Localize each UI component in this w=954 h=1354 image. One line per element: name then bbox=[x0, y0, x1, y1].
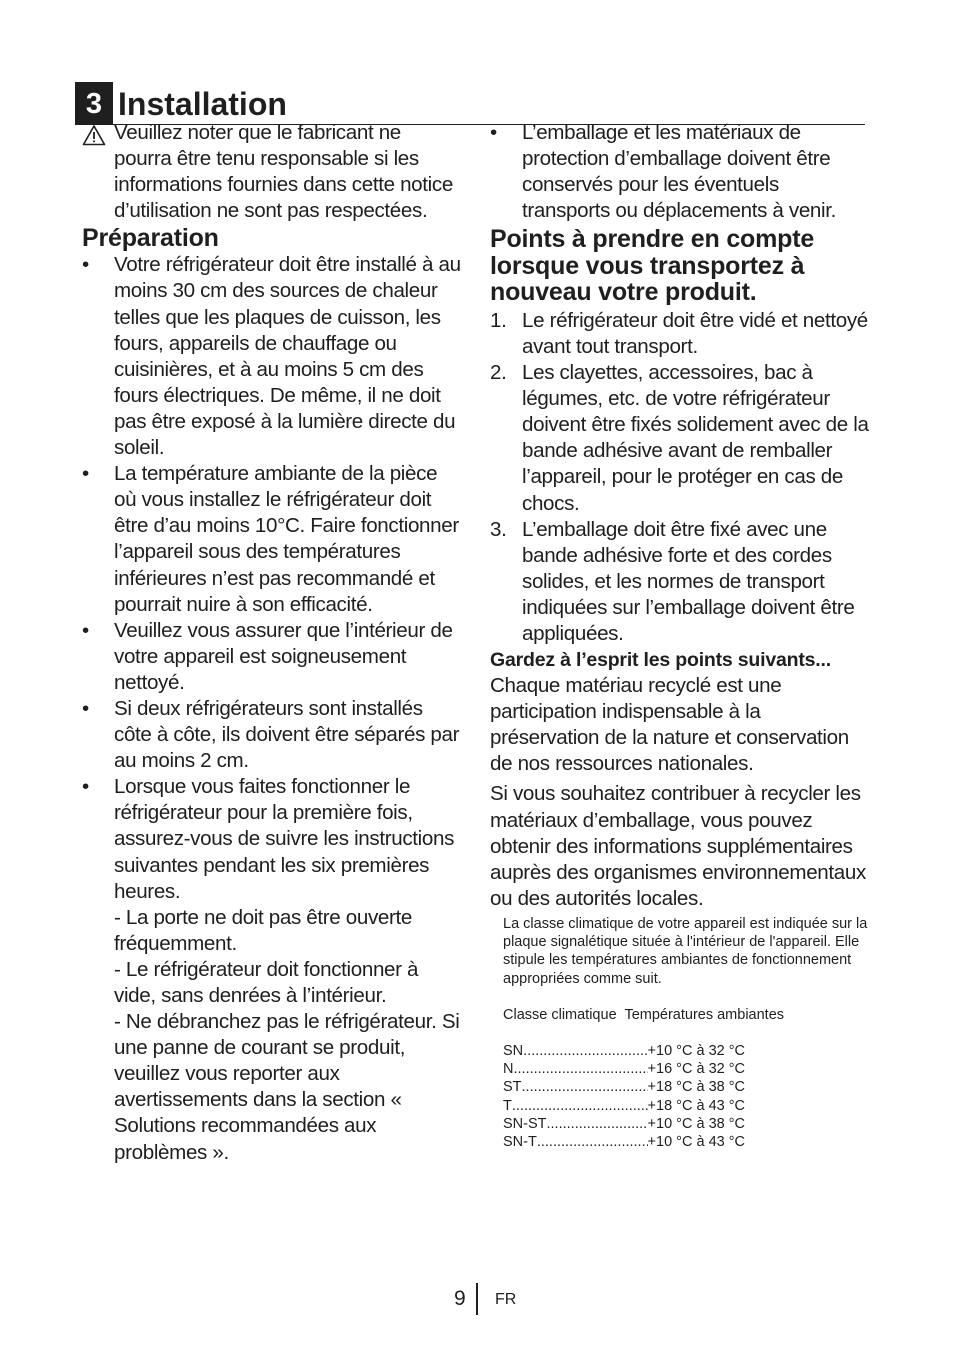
climate-table bbox=[503, 1042, 872, 1151]
section-heading-transport: Points à prendre en compte lorsque vous transportez à nouveau votre produit. bbox=[490, 225, 815, 307]
climate-range: +18 °C à 38 °C bbox=[647, 1079, 745, 1096]
language-code: FR bbox=[495, 1291, 517, 1308]
transport-steps bbox=[490, 308, 872, 647]
climate-class: SN bbox=[503, 1042, 524, 1059]
recycling-paragraph: Chaque matériau recyclé est une participation indispensable à la préservation de la nature et conservation de nos ressources nationales. bbox=[490, 674, 849, 776]
bullet-icon: • bbox=[82, 462, 89, 486]
sub-instruction: - Ne débranchez pas le réfrigérateur. Si une panne de courant se produit, veuillez vous reporter aux avertissements dans la section « Solutions recommandées aux problèmes ». bbox=[114, 1010, 460, 1164]
climate-class: SN-ST bbox=[503, 1115, 547, 1132]
sub-instruction: - Le réfrigérateur doit fonctionner à vide, sans denrées à l’intérieur. bbox=[114, 957, 419, 1007]
list-item bbox=[490, 120, 872, 224]
climate-range: +16 °C à 32 °C bbox=[647, 1061, 745, 1078]
warning-text: Veuillez noter que le fabricant ne pourra être tenu responsable si les informations fournies dans cette notice d’utilisation ne sont pas respectées. bbox=[114, 121, 453, 223]
climate-range: +10 °C à 43 °C bbox=[647, 1133, 745, 1150]
climate-range: +10 °C à 38 °C bbox=[647, 1115, 745, 1132]
list-item bbox=[82, 696, 462, 774]
recycling-info-paragraph: Si vous souhaitez contribuer à recycler les matériaux d’emballage, vous pouvez obtenir des informations supplémentaires auprès des organismes environnementaux ou des autorités locales. bbox=[490, 782, 866, 910]
dot-leader bbox=[513, 1060, 647, 1078]
dot-leader bbox=[547, 1115, 648, 1133]
dot-leader bbox=[537, 1133, 648, 1151]
climate-row bbox=[503, 1078, 745, 1096]
climate-col-class-label: Classe climatique bbox=[503, 1006, 617, 1023]
chapter-header bbox=[75, 82, 865, 125]
climate-table-header bbox=[503, 1006, 872, 1024]
climate-row bbox=[503, 1097, 745, 1115]
footer-divider bbox=[476, 1283, 478, 1315]
climate-row bbox=[503, 1115, 745, 1133]
packaging-list bbox=[490, 120, 872, 224]
list-item-text: Les clayettes, accessoires, bac à légumes, etc. de votre réfrigérateur doivent être fixés solidement avec de la bande adhésive avant de remballer l’appareil, pour le protéger en cas de chocs. bbox=[522, 361, 869, 515]
list-item-text: Veuillez vous assurer que l’intérieur de votre appareil est soigneusement nettoyé. bbox=[114, 618, 453, 694]
climate-range: +18 °C à 43 °C bbox=[647, 1097, 745, 1114]
dot-leader bbox=[523, 1042, 647, 1060]
climate-class: N bbox=[503, 1061, 514, 1078]
list-item bbox=[82, 461, 462, 618]
climate-class: T bbox=[503, 1097, 512, 1114]
list-item-text: La température ambiante de la pièce où vous installez le réfrigérateur doit être d’au moins 10°C. Faire fonctionner l’appareil sous des températures inférieures n’est pas recommandé et pourrait nuire à son efficacité. bbox=[114, 462, 459, 616]
note-heading: Gardez à l’esprit les points suivants... bbox=[490, 649, 831, 672]
list-item-text: L’emballage doit être fixé avec une bande adhésive forte et des cordes solides, et les normes de transport indiquées sur l’emballage doivent être appliquées. bbox=[522, 517, 855, 645]
list-item bbox=[82, 618, 462, 696]
list-item-text: Lorsque vous faites fonctionner le réfrigérateur pour la première fois, assurez-vous de suivre les instructions suivantes pendant les six premières heures. bbox=[114, 775, 455, 903]
climate-row bbox=[503, 1133, 745, 1151]
list-item bbox=[490, 360, 872, 517]
dot-leader bbox=[522, 1078, 648, 1096]
list-item bbox=[490, 308, 872, 360]
climate-class-box bbox=[503, 915, 872, 1151]
bullet-icon: • bbox=[82, 618, 89, 642]
climate-intro: La classe climatique de votre appareil est indiquée sur la plaque signalétique située à l'intérieur de l'appareil. Elle stipule les températures ambiantes de fonctionnement appropriées comme suit. bbox=[503, 915, 868, 987]
bullet-icon: • bbox=[82, 696, 89, 720]
list-item-text: L’emballage et les matériaux de protection d’emballage doivent être conservés pour les éventuels transports ou déplacements à venir. bbox=[522, 121, 837, 223]
warning-triangle-icon bbox=[82, 124, 106, 146]
step-number: 3. bbox=[490, 517, 507, 541]
bullet-icon: • bbox=[490, 121, 497, 144]
dot-leader bbox=[512, 1097, 648, 1115]
section-heading-preparation: Préparation bbox=[82, 224, 219, 253]
climate-class: ST bbox=[503, 1079, 522, 1096]
page-footer bbox=[0, 1283, 954, 1315]
preparation-list bbox=[82, 252, 462, 1165]
chapter-title: Installation bbox=[118, 86, 287, 122]
sub-instruction: - La porte ne doit pas être ouverte fréquemment. bbox=[114, 905, 412, 955]
list-item bbox=[490, 517, 872, 647]
left-column bbox=[82, 120, 462, 1166]
bullet-icon: • bbox=[82, 775, 89, 799]
page-number: 9 bbox=[454, 1287, 466, 1310]
warning-notice bbox=[82, 120, 462, 224]
step-number: 1. bbox=[490, 308, 507, 332]
chapter-number-badge: 3 bbox=[75, 82, 113, 124]
list-item-text: Si deux réfrigérateurs sont installés côte à côte, ils doivent être séparés par au moins 2 cm. bbox=[114, 696, 460, 773]
climate-range: +10 °C à 32 °C bbox=[647, 1042, 745, 1059]
climate-class: SN-T bbox=[503, 1133, 537, 1150]
list-item-text: Votre réfrigérateur doit être installé à au moins 30 cm des sources de chaleur telles que les plaques de cuisson, les fours, appareils de chauffage ou cuisinières, et à au moins 5 cm des fours électriques. De même, il ne doit pas être exposé à la lumière directe du soleil. bbox=[114, 253, 461, 460]
list-item bbox=[82, 252, 462, 461]
list-item bbox=[82, 774, 462, 1165]
bullet-icon: • bbox=[82, 253, 89, 277]
list-item-text: Le réfrigérateur doit être vidé et nettoyé avant tout transport. bbox=[522, 308, 868, 358]
right-column bbox=[490, 120, 872, 1151]
climate-row bbox=[503, 1060, 745, 1078]
step-number: 2. bbox=[490, 361, 507, 385]
climate-col-temp-label: Températures ambiantes bbox=[624, 1006, 785, 1023]
climate-row bbox=[503, 1042, 745, 1060]
